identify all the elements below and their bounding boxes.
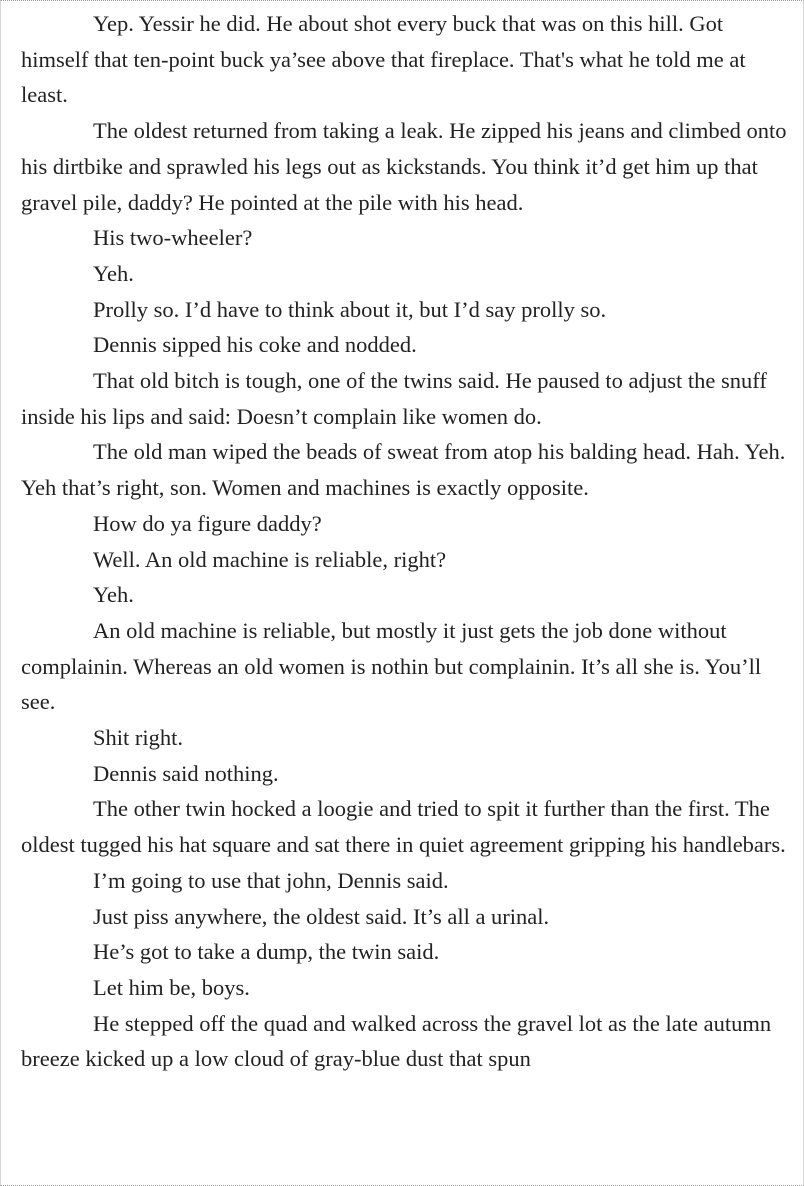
paragraph: His two-wheeler?	[93, 225, 253, 251]
paragraph: Well. An old machine is reliable, right?	[93, 546, 447, 572]
paragraph: Let him be, boys.	[93, 974, 250, 1000]
paragraph: The old man wiped the beads of sweat from atop his balding head. Hah. Yeh. Yeh that’s right, son. Women and machines is exactly opposite.	[21, 439, 786, 501]
paragraph: How do ya figure daddy?	[93, 510, 322, 536]
paragraph: He stepped off the quad and walked across the gravel lot as the late autumn breeze kicked up a low cloud of gray-blue dust that spun	[21, 1010, 772, 1072]
paragraph: That old bitch is tough, one of the twins said. He paused to adjust the snuff inside his lips and said: Doesn’t complain like women do.	[21, 368, 767, 429]
paragraph: Just piss anywhere, the oldest said. It’s all a urinal.	[93, 903, 550, 929]
paragraph: Yeh.	[93, 582, 134, 608]
paragraph: I’m going to use that john, Dennis said.	[93, 867, 449, 893]
paragraph: Yep. Yessir he did. He about shot every buck that was on this hill. Got himself that ten-point buck ya’see above that fireplace. That's what he told me at least.	[21, 11, 746, 108]
paragraph: Yeh.	[93, 260, 134, 286]
paragraph: Dennis sipped his coke and nodded.	[93, 332, 417, 358]
document-body	[21, 6, 787, 1077]
paragraph: The oldest returned from taking a leak. He zipped his jeans and climbed onto his dirtbike and sprawled his legs out as kickstands. You think it’d get him up that gravel pile, daddy? He pointed at the pile with his head.	[21, 118, 787, 215]
paragraph: Shit right.	[93, 725, 184, 751]
paragraph: An old machine is reliable, but mostly it just gets the job done without complainin. Whereas an old women is nothin but complainin. It’s all she is. You’ll see.	[21, 617, 762, 715]
paragraph: He’s got to take a dump, the twin said.	[93, 939, 440, 965]
paragraph: Prolly so. I’d have to think about it, but I’d say prolly so.	[93, 296, 607, 322]
paragraph: The other twin hocked a loogie and tried to spit it further than the first. The oldest tugged his hat square and sat there in quiet agreement gripping his handlebars.	[21, 796, 786, 858]
paragraph: Dennis said nothing.	[93, 760, 279, 786]
